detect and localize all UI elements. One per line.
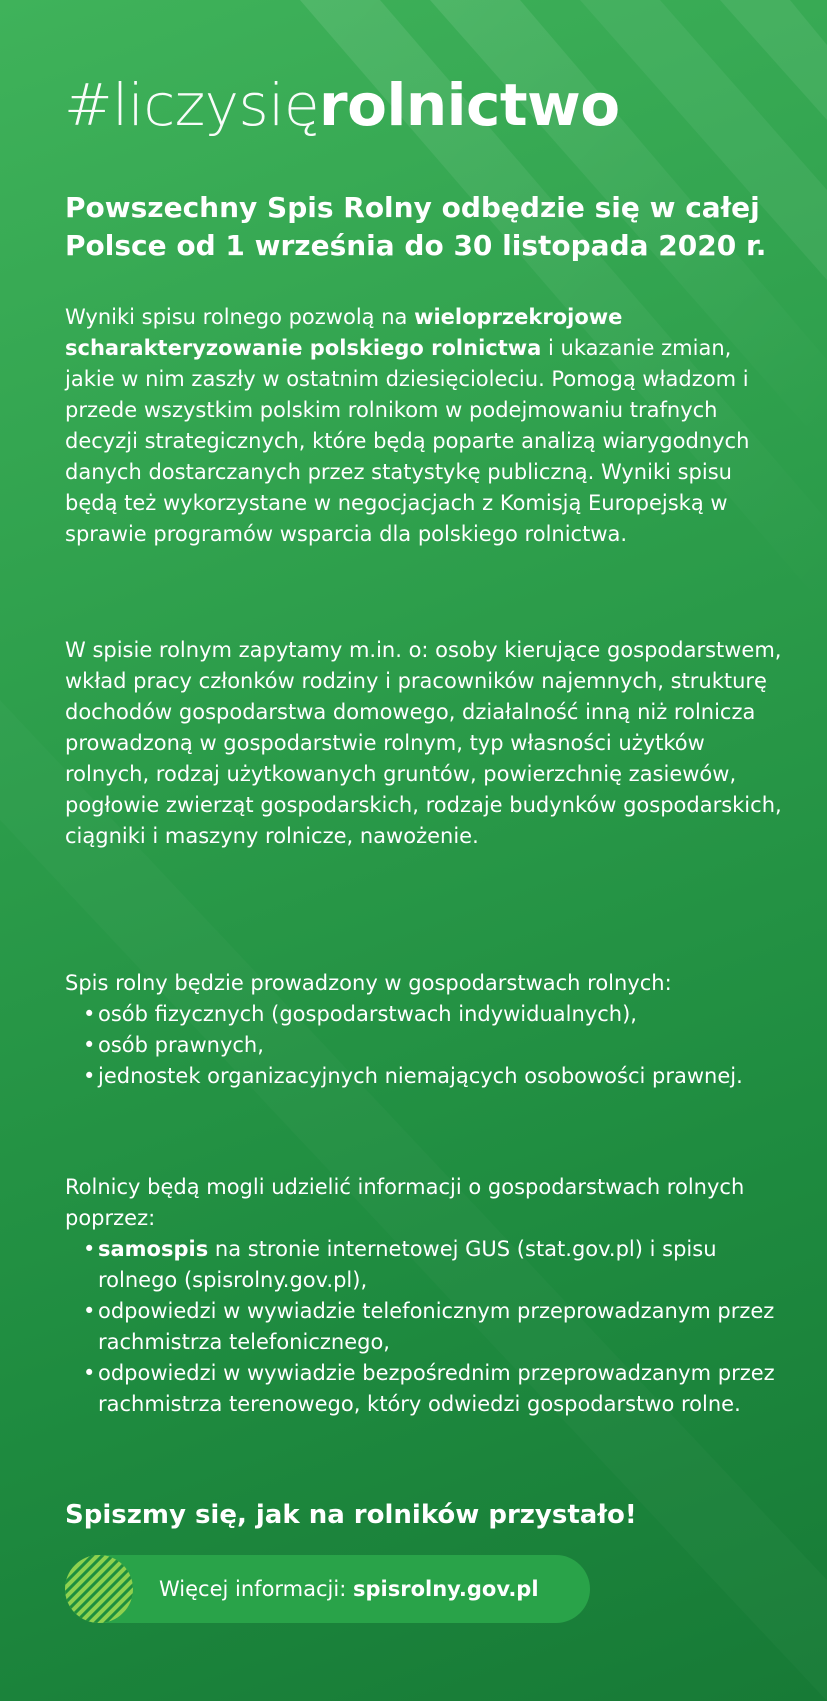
list-item: • osób prawnych, xyxy=(65,1030,785,1061)
stripes-icon xyxy=(65,1555,133,1623)
more-info-label: Więcej informacji: xyxy=(159,1577,353,1601)
more-info-text xyxy=(159,1573,539,1605)
results-paragraph xyxy=(65,302,785,550)
slogan: Spiszmy się, jak na rolników przystało! xyxy=(65,1500,637,1530)
farms-paragraph xyxy=(65,968,785,1092)
more-info-banner[interactable] xyxy=(65,1555,590,1623)
list-item: • odpowiedzi w wywiadzie bezpośrednim przeprowadzanym przez rachmistrza terenowego, który odwiedzi gospodarstwo rolne. xyxy=(65,1358,785,1420)
self-census-bold: samospis xyxy=(98,1237,209,1261)
hashtag-light: #liczysię xyxy=(64,71,319,139)
list-item: • odpowiedzi w wywiadzie telefonicznym przeprowadzanym przez rachmistrza telefonicznego, xyxy=(65,1296,785,1358)
census-announcement: Powszechny Spis Rolny odbędzie się w całej Polsce od 1 września do 30 listopada 2020 r. xyxy=(65,191,767,262)
campaign-hashtag xyxy=(64,70,620,140)
methods-list xyxy=(65,1234,785,1420)
methods-paragraph xyxy=(65,1172,785,1420)
results-text-2: i ukazanie zmian, jakie w nim zaszły w ostatnim dziesięcioleciu. Pomogą władzom i przede wszystkim polskim rolnikom w podejmowaniu trafnych decyzji strategicznych, które będą poparte analizą wiarygodnych danych dostarczanych przez statystykę publiczną. Wyniki spisu będą też wykorzystane w negocjacjach z Komisją Europejską w sprawie programów wsparcia dla polskiego rolnictwa. xyxy=(65,336,750,546)
hashtag-bold: rolnictwo xyxy=(319,71,620,139)
list-item: • jednostek organizacyjnych niemających osobowości prawnej. xyxy=(65,1061,785,1092)
list-item xyxy=(65,1234,785,1296)
self-census-text: na stronie internetowej GUS (stat.gov.pl) i spisu rolnego (spisrolny.gov.pl), xyxy=(98,1237,717,1292)
farms-intro: Spis rolny będzie prowadzony w gospodarstwach rolnych: xyxy=(65,971,672,995)
list-item: • osób fizycznych (gospodarstwach indywidualnych), xyxy=(65,999,785,1030)
farms-list xyxy=(65,999,785,1092)
questions-paragraph: W spisie rolnym zapytamy m.in. o: osoby kierujące gospodarstwem, wkład pracy członków rodziny i pracowników najemnych, strukturę dochodów gospodarstwa domowego, działalność inną niż rolnicza prowadzoną w gospodarstwie rolnym, typ własności użytków rolnych, rodzaj użytkowanych gruntów, powierzchnię zasiewów, pogłowie zwierząt gospodarskich, rodzaje budynków gospodarskich, ciągniki i maszyny rolnicze, nawożenie. xyxy=(65,638,782,848)
more-info-link[interactable]: spisrolny.gov.pl xyxy=(352,1577,539,1601)
results-text-1: Wyniki spisu rolnego pozwolą na xyxy=(65,305,415,329)
methods-intro: Rolnicy będą mogli udzielić informacji o gospodarstwach rolnych poprzez: xyxy=(65,1175,745,1230)
results-text-bold: wieloprzekrojowe scharakteryzowanie polskiego rolnictwa xyxy=(65,305,623,360)
